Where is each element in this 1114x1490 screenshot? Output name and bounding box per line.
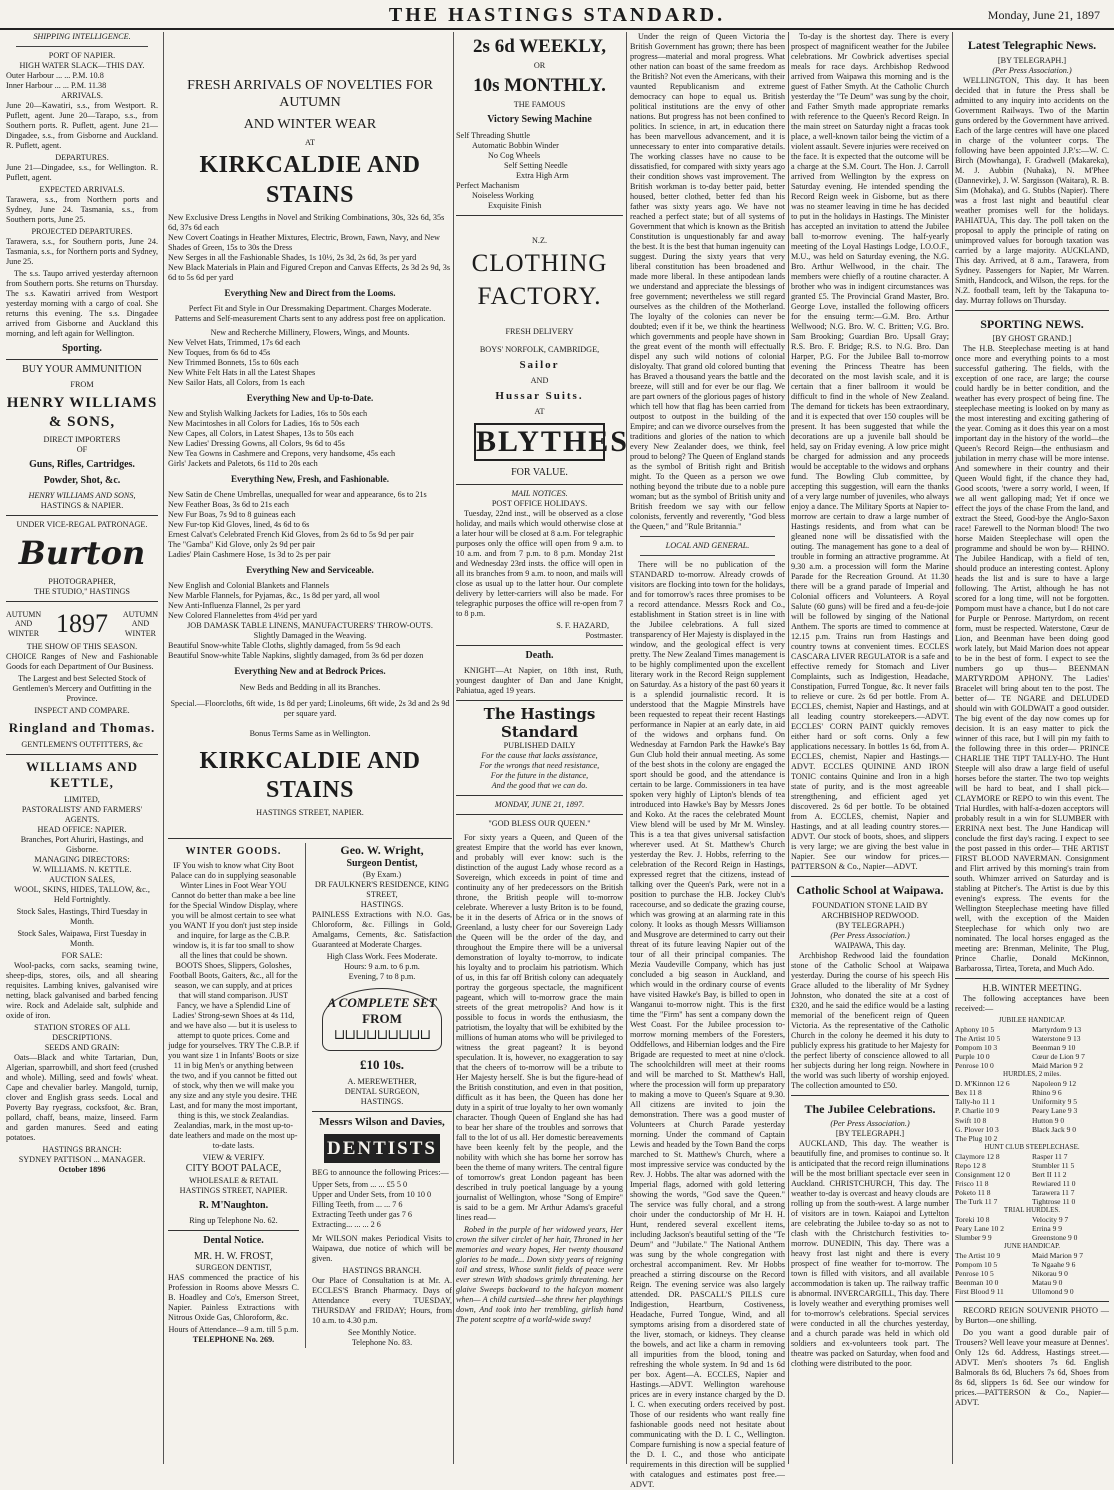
- patronage-label: UNDER VICE-REGAL PATRONAGE.: [16, 520, 148, 530]
- manager-label: SYDNEY PATTISON ... MANAGER.: [18, 1154, 146, 1164]
- hussar-label: Hussar Suits.: [495, 389, 584, 402]
- ad-line: The "Gamba" Kid Glove, only 2s 9d per pair: [168, 539, 315, 549]
- price-line: Upper and Under Sets, from 10 10 0: [312, 1190, 432, 1200]
- price-line: Upper Sets, from ... ... £5 5 0: [312, 1180, 408, 1190]
- projected-heading: PROJECTED DEPARTURES.: [31, 227, 133, 236]
- acceptances-intro: The following acceptances have been received:—: [955, 994, 1109, 1014]
- october-label: October 1896: [58, 1164, 106, 1174]
- ad-line: New Sailor Hats, all Colors, from 1s each: [168, 377, 305, 387]
- acceptance-row: D. M'Kinnon 12 6 Napoleon 9 12: [955, 1078, 1077, 1088]
- branch-label: HASTINGS BRANCH:: [42, 1144, 122, 1154]
- and-label: AND: [14, 619, 33, 629]
- ad-line: HASTINGS BRANCH.: [342, 1266, 422, 1276]
- delivery-label: FRESH DELIVERY: [505, 326, 574, 336]
- autumn-label: AUTUMN: [122, 609, 158, 619]
- fashionable-heading: Everything New, Fresh, and Fashionable.: [230, 473, 390, 484]
- ad-line: Surgeon Dentist,: [346, 857, 418, 869]
- ad-line: TELEPHONE No. 269.: [192, 1335, 275, 1345]
- feature-line: No Cog Wheels: [488, 150, 541, 160]
- ad-line: New Tea Gowns in Cashmere and Crepons, very handsome, 45s each: [168, 448, 396, 458]
- ad-line: HASTINGS.: [360, 1096, 404, 1106]
- by-telegraph-label: [BY TELEGRAPH.]: [835, 1129, 905, 1139]
- acceptance-row: Penrose 10 5 Nikorau 9 0: [955, 1269, 1068, 1279]
- mail-text: Tuesday, 22nd inst., will be observed as a close holiday, and mails which would otherwise close at a later hour will be closed at 8 a.m. For telegraphic purposes only the office will open from 9 a.m. to 10 a.m. and from 7 p.m. to 8 p.m. Monday 21st and Wednesday 23rd insts. the office will open in all its branches from 9 a.m. to noon, and mails will close as usual up to the latter hour. Our complete delivery by letter-carriers will also be made. For telegraphic purposes the office will re-open from 7 to 8 p.m.: [456, 508, 623, 618]
- year-label: 1897: [56, 609, 108, 639]
- acceptances-table: [955, 1215, 1109, 1242]
- ad-line: Evening, 7 to 8 p.m.: [348, 971, 416, 981]
- acceptance-row: Frisco 11 8 Rewiared 11 0: [955, 1178, 1076, 1188]
- ad-line: New English and Colonial Blankets and Flannels: [168, 580, 329, 590]
- ad-line: DR FAULKNER'S RESIDENCE, KING STREET,: [314, 879, 450, 899]
- forsale-text: Wool-packs, corn sacks, seaming twine, sheep-dips, stores, oils, and all shearing requisites. Lambing knives, galvanised wire netting, black galvanised and barbed fencing wire. Rock and Adelaide salt, sulphide and oxide of iron.: [6, 960, 158, 1020]
- williams-kettle-heading: WILLIAMS AND KETTLE,: [25, 758, 139, 790]
- masthead-title: THE HASTINGS STANDARD.: [388, 4, 726, 26]
- autumn-winter-banner: [6, 606, 158, 642]
- guns-heading: Guns, Rifles, Cartridges.: [29, 458, 135, 470]
- seeds-text: Oats—Black and white Tartarian, Dun, Algerian, sparrowbill, and short feed (crushed and whole). Milling, seed and fowls' wheat. Cape and chevalier barley. Mangold, turnip, clover and English grass seeds. Local and Poverty Bay ryegrass, cocksfoot, &c. Bran, pollard, chaff, beans, maize, linseed. Farm and garden manures. Seed and eating potatoes.: [6, 1052, 158, 1142]
- clothing-heading: CLOTHING: [471, 249, 608, 277]
- wool-text: WOOL, SKINS, HIDES, TALLOW, &c., Held Fortnightly.: [14, 884, 150, 904]
- ad-line: DENTAL SURGEON,: [344, 1086, 420, 1096]
- ad-line: Bonus Terms Same as in Wellington.: [249, 728, 371, 738]
- autumn-label: AUTUMN: [6, 609, 42, 619]
- from-label: FROM: [70, 380, 94, 390]
- departures-text: June 21—Dingadee, s.s., for Wellington. R. Puflett, agent.: [6, 163, 158, 182]
- ad-line: Ernest Calvat's Celebrated French Kid Gloves, from 2s 6d to 5s 9d per pair: [168, 529, 414, 539]
- acceptances-table: [955, 1251, 1109, 1297]
- acceptance-row: The Artist 10 5 Waterstone 9 13: [955, 1033, 1081, 1043]
- gents-label: GENTLEMEN'S OUTFITTERS, &c: [21, 739, 143, 749]
- feature-line: Extra High Arm: [516, 170, 569, 180]
- wilson-visits-text: Mr WILSON makes Periodical Visits to Waipawa, due notice of which will be given.: [312, 1234, 452, 1264]
- ad-line: New and Stylish Walking Jackets for Ladies, 16s to 50s each: [168, 408, 368, 418]
- ad-line: New Toques, from 6s 6d to 45s: [168, 347, 271, 357]
- damask-heading: JOB DAMASK TABLE LINENS, MANUFACTURERS' THROW-OUTS.: [187, 620, 433, 630]
- ringland-heading: Ringland and Thomas.: [8, 720, 156, 736]
- ads-text: Do you want a good durable pair of Trousers? Well leave your measure at Dennes'. Only 12s 6d. Address, Hastings street.—ADVT. Men's shooters 7s 6d. English Balmorals 8s 6d, Bluchers 7s 6d, Shoes from 8s 6d, slippers 1s 6d. See our window for prices.—PATTERSON & Co., Napier—ADVT.: [955, 1327, 1109, 1407]
- masthead-date: Monday, June 21, 1897: [987, 8, 1100, 22]
- feature-line: Self Setting Needle: [504, 160, 568, 170]
- nz-label: N.Z.: [531, 235, 547, 245]
- ad-line: New Trimmed Bonnets, 15s to 60s each: [168, 357, 299, 367]
- burton-logo: Burton: [18, 534, 146, 573]
- painless-text: PAINLESS Extractions with N.O. Gas, Chloroform, &c. Fillings in Gold, Amalgams, Cements, &c. Satisfaction Guaranteed at Moderate Charges.: [312, 909, 452, 949]
- acceptance-row: Penrose 10 0 Maid Marion 9 2: [955, 1061, 1084, 1071]
- masthead: [0, 0, 1114, 30]
- monthly-price: 10s MONTHLY.: [473, 75, 606, 97]
- departures-heading: DEPARTURES.: [55, 153, 109, 162]
- acceptance-row: Beenman 10 0 Matau 9 0: [955, 1278, 1063, 1288]
- station-label: STATION STORES OF ALL DESCRIPTIONS.: [34, 1022, 130, 1042]
- at-label: AT: [534, 407, 545, 417]
- death-text: KNIGHT—At Napier, on 18th inst, Ruth, youngest daughter of Dan and Jane Knight, Pahiatua, aged 19 years.: [456, 665, 623, 695]
- price-line: Extracting... ... ... 2 6: [312, 1220, 381, 1230]
- ad-line: New Black Materials in Plain and Figured Crepon and Canvas Effects, 2s 3d 2s 9d, 3s 6d to 5s 6d per yard: [168, 262, 451, 282]
- ad-line: Patterns and Self-measurement Charts sent to any address post free on application.: [174, 313, 446, 323]
- column-rule: [453, 32, 454, 1464]
- general-news-text: To-day is the shortest day. There is every prospect of magnificent weather for the Jubilee celebrations. Mr Cowbrick advertises special meals for race days. Archbishop Redwood arrived from Waipawa this morning and is the guest of Father Smyth. At the Catholic Church yesterday the "Te Deum" was sung by the choir, and Father Smyth made appropriate remarks with reference to the Queen's Record Reign. In the main street on Saturday night a fracas took place, a well-known tailor being the victim of a violent assault. Severe injuries were received on the face. It is expected that the outcome will be a charge at the S.M. Court. The Hon. J. Carroll arrived from Wellington by the express on Saturday evening. He intended spending the Record Reign week in Gisborne, but as there was no steamer leaving in time he has decided to put in the holidays in Hastings. The Minister has accepted an invitation to attend the Jubilee ball to-morrow evening. The half-yearly meeting of the Loyal Hastings Lodge, I.O.O.F., M.U., was held on Saturday evening, the N.G. Bro. Arthur Wellwood, in the chair. The members were chiefly of a routine character. A brother who was in indigent circumstances was granted £5. The Provincial Grand Master, Bro. George Love, installed the following officers for the ensuing term:—G.M. Bro. Arthur Wellwood; N.G. Bro. W. C. Britten; V.G. Bro. Sam Brooking; Guardian Bro. Upsall Gray; R.S. Bro. F. Bridge; R.S. to N.G. Bro. Dan Harper, P.G. For the Jubilee Ball to-morrow evening the Princess Theatre has been decorated on the most lavish scale, and it is certain that a finer ballroom it would be difficult to find in the whole of New Zealand. The demand for tickets has been extraordinary, and it is expected that over 150 couples will be present. It has been suggested that while the decorations are up a juvenile ball should be held, say on Friday evening. A low price might be charged for admission and any proceeds would be acceptable to the widows and orphans fund. The Bowling Club committee, by accepting this suggestion, will earn the thanks of a very large number of juveniles, who always enjoy a dance. The Military Sports at Napier to-morrow are certain to draw a large number of Hastings residents, and from what can be gleaned none will be dissatisfied with the outing. The management has gone to a deal of trouble in forming an attractive programme. At 9.30 a.m. a procession will form the Marine Parade for the Recreation Ground. At 11.30 there will be a grand parade of Imperial and Colonial officers and Volunteers. A Royal Salute (60 guns) will be fired and a feu-de-joie will be followed by singing of the National Anthem. The sports are timed to commence at 12.15 p.m. Trains run from Hastings and country towns at convenient times. ECCLES CASCARA LIVER REGULATOR is a safe and effective remedy for Stomach and Liver Complaints, such as Indigestion, Headache, Constipation, Furred Tongue, &c. It never fails to relieve or cure. 2s 6d per bottle. From A. ECCLES, chemist, Napier and Hastings, and at all leading country storekeepers.—ADVT. ECCLES' CORN PAINT quickly removes either hard or soft corns. Only a few applications necessary. In bottles 1s 6d, from A. ECCLES, chemist, Napier and Hastings.—ADVT. ECCLES QUININE AND IRON TONIC contains Quinine and Iron in a high state of purity, and is the most agreeable strengthening, and efficient aged yet discovered. 2s 6d per bottle. To be obtained from A. ECCLES, chemist, Napier and Hastings, and at all leading country stores.—ADVT. Our stock of boots, shoes, and slippers is very large; we are giving the best value in Napier. See our window for prices.—PATTERSON & Co., Napier—ADVT.: [791, 32, 950, 871]
- ad-line: New Capes, all Colors, in Latest Shapes, 13s to 50s each: [168, 428, 354, 438]
- ad-line: Hours: 9 a.m. to 6 p.m.: [344, 961, 420, 971]
- column-rule: [952, 32, 953, 1464]
- bedrock-heading: Everything New and at Bedrock Prices.: [234, 665, 386, 676]
- foundation-subheading: FOUNDATION STONE LAID BY ARCHBISHOP REDWOOD.: [811, 900, 929, 920]
- acceptance-row: Toreki 10 8 Velocity 9 7: [955, 1214, 1069, 1224]
- ammunition-heading: BUY YOUR AMMUNITION: [22, 364, 142, 376]
- acceptance-row: Slumber 9 9 Greenstone 9 0: [955, 1233, 1078, 1243]
- city-boot-palace-ad: [168, 843, 299, 1348]
- ad-line: New Satin de Chene Umbrellas, unequalled for wear and appearance, 6s to 21s: [168, 489, 427, 499]
- winter-wear-heading: AND WINTER WEAR: [243, 117, 377, 133]
- motto-line: For the future in the distance,: [490, 771, 589, 781]
- local-general-text: There will be no publication of the STANDARD to-morrow. Already crowds of visitors are flocking into town for the holidays, and for tomorrow's races three promises to be a record attendance. Messrs Rock and Co., establishment in Station street is in line with the Jubilee celebrations. A full sized transparency of Her Majesty is displayed in the window, and the geological effect is very pretty. The New Zealand Times management is to be highly complimented upon the excellent literary work in the Record Reign supplement on Saturday. As a history of the past 60 years it is a splendid journalistic record. It is understood that the Magpie Minstrels have been requested to repeat their recent Hastings performance in Napier at an early date, in aid of the widows and orphans fund. On Wednesday at Farndon Park the Hawke's Bay Gun Club hold their annual meeting. As some of the best shots in the colony are engaged the sport should be good, and the attendance is certain to be large. Commissioners in tea have spoken very highly of Lipton's blends of tea introduced into Hawke's Bay by Messrs Jones and Koko. At the races the celebrated Mount View blend will be used by Mr M. Winsley. This is a tea that gives universal satisfaction wherever used. At St. Matthew's Church yesterday the Rev. J. Hobbs, referring to the celebration of the Record Reign in Hastings, expressed regret that the citizens, instead of talking over the Queen's Park, were not in a position to purchase the H.B. Jockey Club's racecourse, and so dedicate the grazing course, which was growing at an alarming rate in this colony. It looks as though Messrs Williamson and Musgrove are determined to carry out their threat of its future leaving Napier out of the tour of all their principal companies. The Mezia Vaudeville Company, which has just concluded a big season in Auckland, and which would in the ordinary course of events have visited Hawke's Bay, is billed to open in Wanganui to-morrow night. This is the first time the "Firm" has sent a company down the West Coast. For the Jubilee procession to-morrow morning members of the Foresters, Oddfellows, and Hibernian lodges and the Fire Brigade are requested to meet at nine o'clock. The schoolchildren will meet at their rooms and will be marched to St. Matthew's Hall, where the procession will form up preparatory to making a move to Queen's Square at 9.30. All citizens are invited to join the demonstration. There was a good muster of Volunteers at Church Parade yesterday morning. Under the command of Captain Lewis and headed by the Town Band the corps marched to St. Matthew's Church, where a most impressive service was conducted by the Rev. J. Hobbs. The altar was adorned with the Imperial flags, adorned with gold lettering showing the words, "God save the Queen." The service was fully choral, and a strong choir under the conductorship of Mr H. H. Hunt, rendered several excellent items, including Jackson's beautiful setting of the "Te Deum" and "Jubilate." The National Anthem was sung by the whole congregation with orchestral accompaniment. Rev. Mr Hobbs preached a stirring discourse on the Record Reign. The evening service was also largely attended. DR. PASCALL'S PILLS cure Indigestion, Heartburn, Costiveness, Headache, Furred Tongue, Wind, and all symptoms arising from a disordered state of the liver, stomach, or kidneys. They cleanse the bowels, and act like a charm in removing all impurities from the blood, toning and refreshing the whole system. In 9d and 1s 6d per box. Agent—A. ECCLES, Napier and Hastings.—ADVT. Wellington warehouse prices are in every instance charged by the D. I. C. when executing orders received by post. Those of our residents who want really fine fashionable goods need not hesitate about communicating with the D. I. C., Wellington. Compare furnishing is now a special feature of the D. I. C., and those who anticipate requirements in this direction will be supplied with catalogues and estimates post free.—ADVT.: [630, 560, 785, 1489]
- column-rule: [626, 32, 627, 1464]
- blythes-logo: BLYTHES: [474, 423, 605, 461]
- factory-heading: FACTORY.: [477, 283, 602, 311]
- ad-line: New Ladies' Dressing Gowns, all Colors, 9s 6d to 45s: [168, 438, 345, 448]
- teeth-illustration: [322, 988, 442, 1051]
- uptodate-heading: Everything New and Up-to-Date.: [246, 392, 374, 403]
- winter-goods-heading: WINTER GOODS.: [185, 846, 282, 858]
- acceptance-row: Pompom 10 3 Beenman 9 10: [955, 1043, 1076, 1053]
- column-editorial: [456, 32, 629, 1464]
- frost-text: HAS commenced the practice of his Profession in Rooms above Messrs C. B. Hoadley and Co's, Emerson Street, Napier. Painless Extractions with Nitrous Oxide Gas, Chloroform, &c.: [168, 1273, 299, 1323]
- catholic-school-heading: Catholic School at Waipawa.: [796, 883, 944, 897]
- acceptance-row: Tally-ho 11 1 Uniformity 9 5: [955, 1097, 1077, 1107]
- ad-line: Ring up Telephone No. 62.: [189, 1215, 278, 1225]
- po-heading: POST OFFICE HOLIDAYS.: [491, 498, 588, 508]
- acceptance-row: Consignment 12 0 Bert II 11 2: [955, 1169, 1067, 1179]
- race-heading: JUNE HANDICAP.: [1003, 1242, 1060, 1251]
- henry-williams-heading: HENRY WILLIAMS & SONS,: [6, 395, 158, 430]
- studio-label: THE STUDIO," HASTINGS: [34, 587, 130, 597]
- price-line: Extracting Teeth under gas 7 6: [312, 1210, 412, 1220]
- souvenir-text: RECORD REIGN SOUVENIR PHOTO — by Burton—one shilling.: [955, 1305, 1109, 1325]
- expected-text: Tarawera, s.s., from Northern ports and Sydney, June 24. Tasmania, s.s., from Southern ports, June 25.: [6, 195, 158, 224]
- per-press-label: (Per Press Association.): [830, 1119, 910, 1129]
- ad-line: A. MEREWETHER,: [347, 1076, 417, 1086]
- ad-line: (By Exam.): [362, 869, 402, 879]
- shipping-heading: SHIPPING INTELLIGENCE.: [33, 32, 131, 41]
- and-label: AND: [530, 375, 549, 385]
- ad-line: HASTINGS STREET, NAPIER.: [256, 808, 364, 818]
- powder-heading: Powder, Shot, &c.: [43, 475, 121, 487]
- weekly-price: 2s 6d WEEKLY,: [473, 36, 606, 57]
- winter-label: WINTER: [8, 629, 40, 639]
- local-general-heading: LOCAL AND GENERAL.: [665, 541, 750, 550]
- head-office-label: HEAD OFFICE: NAPIER.: [37, 824, 127, 834]
- dentist-ads: [312, 843, 452, 1348]
- acceptances-table: [955, 1152, 1109, 1207]
- race-heading: TRIAL HURDLES.: [1003, 1206, 1061, 1215]
- acceptance-row: Claymore 12 8 Rasper 11 7: [955, 1151, 1068, 1161]
- ad-line: Beautiful Snow-white Table Cloths, slightly damaged, from 5s 9d each: [168, 640, 401, 650]
- victory-heading: Victory Sewing Machine: [487, 114, 592, 126]
- published-label: PUBLISHED DAILY: [503, 741, 576, 751]
- ad-line: HASTINGS.: [360, 899, 404, 909]
- ad-line: New Covert Coatings in Heather Mixtures, Electric, Brown, Fawn, Navy, and New Shades of Green, 15s to 30s the Dress: [168, 232, 440, 252]
- column-rule: [163, 32, 164, 1464]
- largest-text: The Largest and best Selected Stock of Gentlemen's Mercery and Outfitting in the Province.: [12, 674, 152, 704]
- frost-heading: MR. H. W. FROST,: [193, 1250, 273, 1262]
- acceptance-row: The Plug 10 2: [955, 1133, 998, 1143]
- ad-line: Ladies' Plain Cashmere Hose, 1s 3d to 2s per pair: [168, 549, 331, 559]
- naughton-heading: R. M'Naughton.: [198, 1199, 269, 1211]
- ad-line: New Fur-top Kid Gloves, lined, 4s 6d to 6s: [168, 519, 310, 529]
- ad-line: HASTINGS STREET, NAPIER.: [179, 1185, 288, 1195]
- sporting-text: The H.B. Steeplechase meeting is at hand once more and everything points to a most successful gathering. The fields, with the exception of one race, are large; the course could hardly be in better condition, and the weather has every prospect of being fine. The steeplechase meeting is looked on by many as the most interesting and exciting gathering of the year. Coming as it does this year on a most important day in the history of the world—the Queen's Record Reign—the enthusiasm and jubilation in merry chase will be more intense. And somewhere in their country and their Queen Would fight, if the chance they had, Good scoots, 'twere a sorry world, I ween, If we all went galloping mad; Yet if once we effect the joys of the chase From the land, and extract the Steed, Good-bye the Anglo-Saxon race! Farewell to the Norman blood! The two horse Maiden Steeplechase will open the programme and should be won by— RHINO. The Jubilee Handicap, with a field of ten, should produce an interesting contest. Aplony heads the list and is sure to have a large following. The Artist, although he has not scored for a long time, will not be forgotten. Pompom must have a chance, but I do not care for Purple or Penrose. Martyrdom, on recent form, must be respected. Waterstone, Cœur de Lion, and Beenman have been doing good work lately, but Maid Marion does not appear to be in the best of form. I expect to see the numbers go up thus— BEENMAN MARTYRDOM APHONY. The Ladies' Bracelet will bring about ten to the post. The better of— TE NGARE and DELUDED should win with GOLDWAIT a good outsider. The big event of the day now comes up for decision. It is an easy matter to pick the winner of this race, but I will pin my faith to the following three in this order— PRINCE CHARLIE THE TIPT TALLY-HO. The Hunt Steeple will also draw a large field of useful horses before the starter. The two top weights will be hard to beat, and I shall pick— CLAYMORE or REPO to win this event. The Trial Hurdles, with half-a-dozen acceptors will probably result in a win for SLUMBER with ERRINA next best. The June Handicap will conclude the first day's racing. I expect to see the post passed in this order— THE ARTIST FIRST BLOOD NAVERMAN. Consignment and Flirt arrived by this morning's train from south. Whimzer arrived on Saturday and is stabling at Pitcher's. The Artist is due by this evening's express. The events for the Wellington Steeplechase meeting have filled well, with the exception of the Maiden Steeplechase for which only two are nominated. The local horses engaged as the meeting are: Brenman, Melinite, The Plug, Prince Charlie, Donald McKinnon, Barbarossa, Tirtea, Toreta, and Much Ado.: [955, 344, 1109, 974]
- sporting-news-heading: SPORTING NEWS.: [980, 316, 1084, 331]
- winter-goods-text: IF You wish to know what City Boot Palace can do in supplying seasonable Winter Lines in Foot Wear YOU Cannot do better than make a bee line for the Special Window Display, where you will be almost certain to see what you WANT If you don't just step inside and inquire, for large as the C.B.P. window is, it is far too small to show all the lines that could be shown. BOOTS Shoes, Slippers, Goloshes, Football Boots, Gaiters, &c., all for the season, we can supply, and at prices that will stand comparison. JUST Fancy, we have a Splendid Line of Ladies' Strong-sewn Shoes at 4s 11d, and we have also — but it is useless to attempt to quote prices. Come and judge for yourselves. TRY The C.B.P. if you want size 1 in Infants' Boots or size 11 in big Men's or anything between the two, and if you cannot be fitted out of stock, why then we will make you any size and any style you desire. THE Last, and for many the most important, thing is this, we stock Zealandias. Zealandias, mark, in the most up-to-date leathers and made on the most up-to-date lasts.: [168, 861, 299, 1151]
- projected-text: Tarawera, s.s., for Southern ports, June 24. Tasmania, s.s., for Northern ports and Sydney, June 25.: [6, 237, 158, 266]
- acceptance-row: Pompom 10 5 Te Ngaahe 9 6: [955, 1259, 1076, 1269]
- boys-label: BOYS' NORFOLK, CAMBRIDGE,: [479, 344, 600, 354]
- winter-label: WINTER: [124, 629, 156, 639]
- or-label: OR: [533, 61, 546, 71]
- photographer-label: PHOTOGRAPHER,: [48, 577, 116, 587]
- kirkcaldie-heading: KIRKCALDIE AND STAINS: [199, 152, 421, 208]
- winter-meeting-heading: H.B. WINTER MEETING.: [982, 983, 1082, 994]
- stock2-text: Stock Sales, Waipawa, First Tuesday in Month.: [17, 928, 147, 948]
- looms-heading: Everything New and Direct from the Looms.: [224, 287, 396, 298]
- per-press-label: (Per Press Association.): [830, 930, 910, 940]
- by-ghost-label: [BY GHOST GRAND.]: [992, 334, 1072, 344]
- choice-text: CHOICE Ranges of New and Fashionable Goods for each Department of Our Business.: [6, 652, 158, 672]
- tide-line: Outer Harbour ... ... P.M. 10.8: [6, 71, 104, 80]
- ad-line: New Exclusive Dress Lengths in Novel and Striking Combinations, 30s, 32s 6d, 35s 6d, 37s 6d each: [168, 212, 445, 232]
- jubilee-heading: The Jubilee Celebrations.: [804, 1101, 936, 1116]
- postmaster-name: S. F. HAZARD,: [556, 620, 609, 630]
- show-heading: THE SHOW OF THIS SEASON.: [26, 642, 138, 652]
- ad-line: Telephone No. 83.: [351, 1338, 413, 1348]
- importers-label: DIRECT IMPORTERS: [43, 434, 121, 444]
- inspect-label: INSPECT AND COMPARE.: [34, 706, 130, 716]
- acceptances-table: [955, 1079, 1109, 1143]
- sailor-label: Sailor: [519, 358, 560, 371]
- acceptance-row: Swift 10 8 Hutton 9 0: [955, 1115, 1065, 1125]
- limited-label: LIMITED,: [64, 794, 100, 804]
- column-general-news: [791, 32, 949, 1464]
- ad-line: SURGEON DENTIST,: [195, 1263, 272, 1273]
- ad-line: New Beds and Bedding in all its Branches.: [239, 682, 381, 692]
- ad-line: Special.—Floorcloths, 6ft wide, 1s 8d per yard; Linoleums, 6ft wide, 2s 3d and 2s 9d per square yard.: [170, 698, 450, 718]
- acceptance-row: First Blood 9 11 Ullomond 9 0: [955, 1287, 1074, 1297]
- telegraph-text: WELLINGTON, This day. It has been decided that in future the Press shall be admitted to any inquiry into accidents on the Government Railways. Two of the Martin guns ordered by the Government have arrived. Each of the large centres will have one placed in charge of the volunteer corps. The following have been appointed J.P.'s:—W. C. Birch (Mowhanga), F. Gradwell (Makareka), M. J. Aubbin (Nuhaka), N. M'Phee (Dannevirke), J. W. Sargisson (Waitara), R. B. Sim (Mohaka), and G. Stubbs (Napier). There was a frost last night and beautiful clear weather promises well for the holidays. PAHIATUA, This day. The poll taken on the proposal to apply the principle of rating on unimproved values for borough taxation was carried by a large majority. AUCKLAND, This day. Arrived, at 8 a.m., Tarawera, from Sydney. Passengers for Napier, Mr Warren. Smith, Handcock, and Wilson, the reps. for the N.Z. football team, left by the Takapuna to-day. Murray follows on Thursday.: [955, 75, 1109, 305]
- from-label: FROM: [362, 1010, 402, 1026]
- value-label: FOR VALUE.: [511, 467, 568, 479]
- column-advertisements: [168, 32, 452, 1464]
- latest-news-heading: Latest Telegraphic News.: [967, 38, 1097, 52]
- arrivals-heading: ARRIVALS.: [61, 91, 103, 100]
- consult-text: Our Place of Consultation is at Mr. A. ECCLES'S Branch Pharmacy. Days of Attendance every TUESDAY, THURSDAY and FRIDAY; Hours, from 10 a.m. to 4.30 p.m.: [312, 1276, 452, 1326]
- seeds-heading: SEEDS AND GRAIN:: [44, 1042, 120, 1052]
- at-label: AT: [304, 138, 315, 148]
- cbp-heading: CITY BOOT PALACE,: [185, 1163, 282, 1175]
- ad-line: New White Felt Hats in all the Latest Shapes: [168, 367, 316, 377]
- ad-line: New Fur Boas, 7s 9d to 8 guineas each: [168, 509, 296, 519]
- ad-line: New Colored Flannelettes from 4½d per yard: [168, 610, 317, 620]
- dental-notice-heading: Dental Notice.: [203, 1234, 264, 1246]
- port-heading: PORT OF NAPIER.: [48, 51, 116, 60]
- acceptance-row: P. Charlie 10 9 Peary Lane 9 3: [955, 1106, 1078, 1116]
- motto-line: For the cause that lacks assistance,: [481, 751, 598, 761]
- race-heading: HURDLES, 2 miles.: [1003, 1070, 1061, 1079]
- expected-heading: EXPECTED ARRIVALS.: [39, 185, 125, 194]
- kirkcaldie-heading: KIRKCALDIE AND STAINS: [199, 747, 421, 803]
- ad-line: Slightly Damaged in the Weaving.: [253, 630, 367, 640]
- ad-line: New Marble Flannels, for Pyjamas, &c., 1s 8d per yard, all wool: [168, 590, 380, 600]
- race-heading: HUNT CLUB STEEPLECHASE.: [984, 1142, 1080, 1151]
- ad-line: High Class Work. Fees Moderate.: [326, 951, 438, 961]
- price-label: £10 10s.: [359, 1056, 405, 1072]
- acceptance-row: G. Plover 10 3 Black Jack 9 0: [955, 1124, 1076, 1134]
- feature-line: Self Threading Shuttle: [456, 130, 530, 140]
- directors-label: MANAGING DIRECTORS:: [34, 854, 130, 864]
- sporting-heading: Sporting.: [62, 343, 102, 354]
- complete-set-label: A COMPLETE SET: [327, 994, 437, 1010]
- ad-line: See Monthly Notice.: [348, 1328, 416, 1338]
- famous-label: THE FAMOUS: [513, 100, 566, 110]
- view-label: VIEW & VERIFY.: [202, 1153, 265, 1163]
- stock-text: Stock Sales, Hastings, Third Tuesday in Month.: [16, 906, 148, 926]
- ad-line: New Anti-Influenza Flannel, 2s per yard: [168, 600, 301, 610]
- acceptance-row: Poketo 11 8 Tarawera 11 7: [955, 1188, 1075, 1198]
- ad-line: New Velvet Hats, Trimmed, 17s 6d each: [168, 337, 301, 347]
- wright-heading: Geo. W. Wright,: [340, 843, 424, 858]
- auction-heading: AUCTION SALES,: [49, 874, 115, 884]
- ad-line: Beautiful Snow-white Table Napkins, slightly damaged, from 3s 6d per dozen: [168, 650, 424, 660]
- paper-nameplate: The Hastings Standard: [483, 704, 596, 742]
- column-telegraph-sporting: [955, 32, 1109, 1464]
- feature-line: Perfect Machanism: [456, 180, 520, 190]
- feature-line: Exquisite Finish: [488, 200, 542, 210]
- acceptance-row: The Turk 11 7 Tightrose 11 0: [955, 1197, 1076, 1207]
- ad-line: Girls' Jackets and Paletots, 6s 11d to 20s each: [168, 458, 318, 468]
- arrivals-text: June 20—Kawatiri, s.s., from Westport. R. Puflett, agent. June 20—Tarapo, s.s., from Southern ports. R. Puflett, agent. June 21—Dingadee, s.s., from Gisborne and Auckland. R. Puflett, agent.: [6, 101, 158, 150]
- teeth-icon: ⊔⊔⊔⊔⊔⊔⊔⊔⊔: [333, 1027, 431, 1043]
- jubilee-text: AUCKLAND, This day. The weather is beautifully fine, and promises to continue so. It is anticipated that the record reign illuminations will be the most brilliant spectacle ever seen in Auckland. CHRISTCHURCH, This day. The weather to-day is overcast and heavy clouds are rolling up from the south-west. A large number of visitors are in town. Kaiapoi and Lyttelton are celebrating the Jubilee to-day so as not to clash with the Christchurch festivities to-morrow. DUNEDIN, This day. There was a heavy frost last night and there is every prospect of fine weather for to-morrow. The town is filled with visitors, and all available accommodation is taken up. The railway traffic is abnormal. INVERCARGILL, This day. There is lovely weather and everything promises well for to-morrow's celebrations. Special services were conducted in all the churches yesterday, and a church parade was held in which old soldiers and ex-volunteers took part. The theatre was packed on Saturday, when food and clothing were distributed to the poor.: [791, 1139, 949, 1369]
- feature-line: Noiseless Working: [472, 190, 534, 200]
- ad-line: Hours of Attendance—9 a.m. till 5 p.m.: [168, 1325, 299, 1335]
- acceptances-table: [955, 1025, 1109, 1071]
- motto-line: And the good that we can do.: [491, 781, 588, 791]
- ad-line: New Macintoshes in all Colors for Ladies, 16s to 50s each: [168, 418, 360, 428]
- forsale-heading: FOR SALE:: [61, 950, 103, 960]
- branches-label: Branches, Port Ahuriri, Hastings, and Gisborne.: [20, 834, 144, 854]
- pastoral-label: PASTORALISTS' AND FARMERS' AGENTS.: [21, 804, 143, 824]
- directors-names: W. WILLIAMS. N. KETTLE.: [32, 864, 132, 874]
- acceptance-row: Repo 12 8 Stumbler 11 5: [955, 1160, 1075, 1170]
- tide-line: Inner Harbour ... ... P.M. 11.38: [6, 81, 107, 90]
- ad-line: New Feather Boas, 3s 6d to 21s each: [168, 499, 289, 509]
- tide-heading: HIGH WATER SLACK—THIS DAY.: [19, 61, 145, 70]
- acceptance-row: Aphony 10 5 Martyrdom 9 13: [955, 1024, 1082, 1034]
- hastings-napier-label: HASTINGS & NAPIER.: [40, 501, 124, 511]
- column-shipping: [6, 32, 162, 1464]
- per-press-label: (Per Press Association.): [992, 65, 1072, 75]
- dentists-banner: DENTISTS: [324, 1134, 440, 1163]
- dateline: WAIPAWA, This day.: [834, 940, 906, 950]
- editorial-continuation: Under the reign of Queen Victoria the British Government has grown; there has been progress—material and moral progress. What other nation can boast of the same freedom as the British? Not even the Americans, with their vaunted Republicanism and extreme democracy can hope to equal us. British political institutions are the envy of other nations. But progress has not been confined to politics. In science, in art, in education there has been marvellous advancement, and it is unnecessary to enter into comparative details. The working classes have no cause to be dissatisfied, for compared with sixty years ago their condition shows vast improvement. The British workman is to-day better paid, better housed, better clothed, better fed than his father was sixty years ago. We have not reached a perfect state; but of all systems of Government that which is known as the British Constitution is unquestionably far and away the best. It is the best that human ingenuity can suggest. During the sixty years that very liberal constitution has been broadened and made more liberal. In these antipodean lands we understand and appreciate the blessings of free government; nevertheless we still regard ourselves as the children of the Motherland. The loyalty of the colonies can never be doubted; even if it be, we think the heartiness which governments and people have shown in the great event of the month will effectually dispel any such wild notions of colonial disloyalty. That grand old colored bunting that has Braved a thousand years the battle and the breeze, will still and for ever be our flag. We are part owners of the glorious pages of history which tell how that flag has been carried from outpost to outpost in the building of the Empire; and can we divorce ourselves from the traditions and glories of the nation to which every New Zealander does, we think, feel proud to belong? The Queen of England stands as the symbol of British right and British might. To the Queen as a person we owe nothing beyond the tribute due to a noble pure woman; but as the symbol of British unity and British freedom we say with our fellow colonists, fervently and reverently, "God bless the Queen," and "Rule Britannia.": [630, 32, 785, 531]
- ad-line: New and Recherche Millinery, Flowers, Wings, and Mounts.: [210, 327, 410, 337]
- death-heading: Death.: [525, 649, 554, 661]
- acceptance-row: Bex 11 8 Rhino 9 6: [955, 1088, 1062, 1098]
- by-telegraph-label: (BY TELEGRAPH.): [835, 920, 905, 930]
- editorial-title: "GOD BLESS OUR QUEEN.": [488, 819, 591, 829]
- acceptance-row: Purple 10 0 Cœur de Lion 9 7: [955, 1052, 1085, 1062]
- and-label: AND: [131, 619, 150, 629]
- editorial-poem: Robed in the purple of her widowed years, Her crown the silver circlet of her hair, Throned in her memories and weary hopes, Her twenty thousand glories to be made... Down sixty years of reigning toil and stress, Whose sunlit fields of peace were ever strewn With shadows grimly threatening. her glaive Sweeps backward to the halcyon moment when— A child curtsied—she threw her playthings down, And took into her trembling, girlish hand The potent sceptre of a world-wide sway!: [456, 1225, 623, 1325]
- beg-text: BEG to announce the following Prices:—: [312, 1168, 449, 1178]
- ad-line: WHOLESALE & RETAIL: [189, 1175, 278, 1185]
- acceptance-row: Peary Lane 10 2 Errina 9 9: [955, 1224, 1062, 1234]
- ad-line: New Serges in all the Fashionable Shades, 1s 10½, 2s 3d, 2s 6d, 3s per yard: [168, 252, 417, 262]
- catholic-school-text: Archbishop Redwood laid the foundation stone of the Catholic School at Waipawa yesterday. During the course of his speech His Grace alluded to the liberality of Mr Sydney Johnston, who donated the site at a cost of £320, and he said the edifice would be a lasting memorial of the beneficent reign of Queen Victoria. As the representative of the Catholic Church in the colony he deemed it his duty to publicly express his gratitude to her Majesty for the perfect liberty of conscience allowed to all her subjects during her long reign. Nowhere in the world was such liberty of worship enjoyed. The collection amounted to £50.: [791, 950, 949, 1090]
- race-heading: JUBILEE HANDICAP.: [998, 1016, 1066, 1025]
- by-telegraph-label: [BY TELEGRAPH.]: [997, 55, 1067, 65]
- price-line: Filling Teeth, from ... ... 7 6: [312, 1200, 403, 1210]
- acceptance-row: The Artist 10 9 Maid Marion 9 7: [955, 1250, 1084, 1260]
- column-local-news: [630, 32, 785, 1489]
- serviceable-heading: Everything New and Serviceable.: [246, 564, 374, 575]
- editorial-text: For sixty years a Queen, and Queen of the greatest Empire that the world has ever known, and probably will ever know: such is the distinction of the august Lady whose record as a Sovereign, which exceeds in point of time and continuity any of her predecessors on the British throne, the British people will to-morrow celebrate. Wherever a lusty Briton is to be found, be it in the deserts of Africa or in the snows of Greenland, a lusty cheer for our Sovereign Lady the Queen will be the order of the day, and throughout the Empire there will be a universal demonstration of loyalty to-morrow, to indicate his loyalty and to proclaim his patriotism. Which of us, in this far off British colony can adequately portray the gorgeous spectacle, the magnificent pageant, which will to-morrow grace the main streets of the great metropolis? And how is it possible to focus in words the enthusiasm, the patriotism, the loyalty that will be exhibited by the millions of human atoms who will be privileged to witness the great pageant? It is beyond speculation. It is, however, no exaggeration to say that the cheers of to-morrow will be a tribute to Her Majesty herself. She is but the figure-head of the British constitution, and even in that position, difficult as it has been, the Queen has done her duty in a spirit of true loyalty to her own womanly character. Though Queen of England she has had to bear her share of the troubles and sorrows that fall to the lot of us all. Her domestic bereavements have been keenly felt by the people, and the nobility with which she has borne her sorrow has been the theme of many writers. The central figure of tomorrow's great London pageant has been described in truly poetical language by a young journalist of Wellington, whose "Song of Empire" is said to be a gem. Mr Arthur Adams's graceful lines read—: [456, 833, 623, 1223]
- column-rule: [788, 32, 789, 1464]
- postmaster-title: Postmaster.: [585, 630, 623, 640]
- henry-williams-footer: HENRY WILLIAMS AND SONS,: [28, 491, 136, 501]
- feature-line: Automatic Bobbin Winder: [472, 140, 559, 150]
- mail-heading: MAIL NOTICES.: [511, 488, 568, 498]
- motto-line: For the wrongs that need resistance,: [479, 761, 600, 771]
- shipping-notes: The s.s. Taupo arrived yesterday afternoon from Southern ports. She returns on Thursday. The s.s. Kawatiri arrived from Westport yesterday morning with a cargo of coal. She returns this evening. The s.s. Dingadee arrived from Gisborne and Auckland this morning, and left again for Wellington.: [6, 269, 158, 338]
- dateline: MONDAY, JUNE 21, 1897.: [494, 800, 585, 810]
- of-label: OF: [76, 444, 88, 454]
- wilson-heading: Messrs Wilson and Davies,: [319, 1115, 445, 1128]
- fresh-arrivals-heading: FRESH ARRIVALS OF NOVELTIES FOR AUTUMN: [187, 78, 433, 111]
- ad-line: Perfect Fit and Style in Our Dressmaking Department. Charges Moderate.: [188, 303, 432, 313]
